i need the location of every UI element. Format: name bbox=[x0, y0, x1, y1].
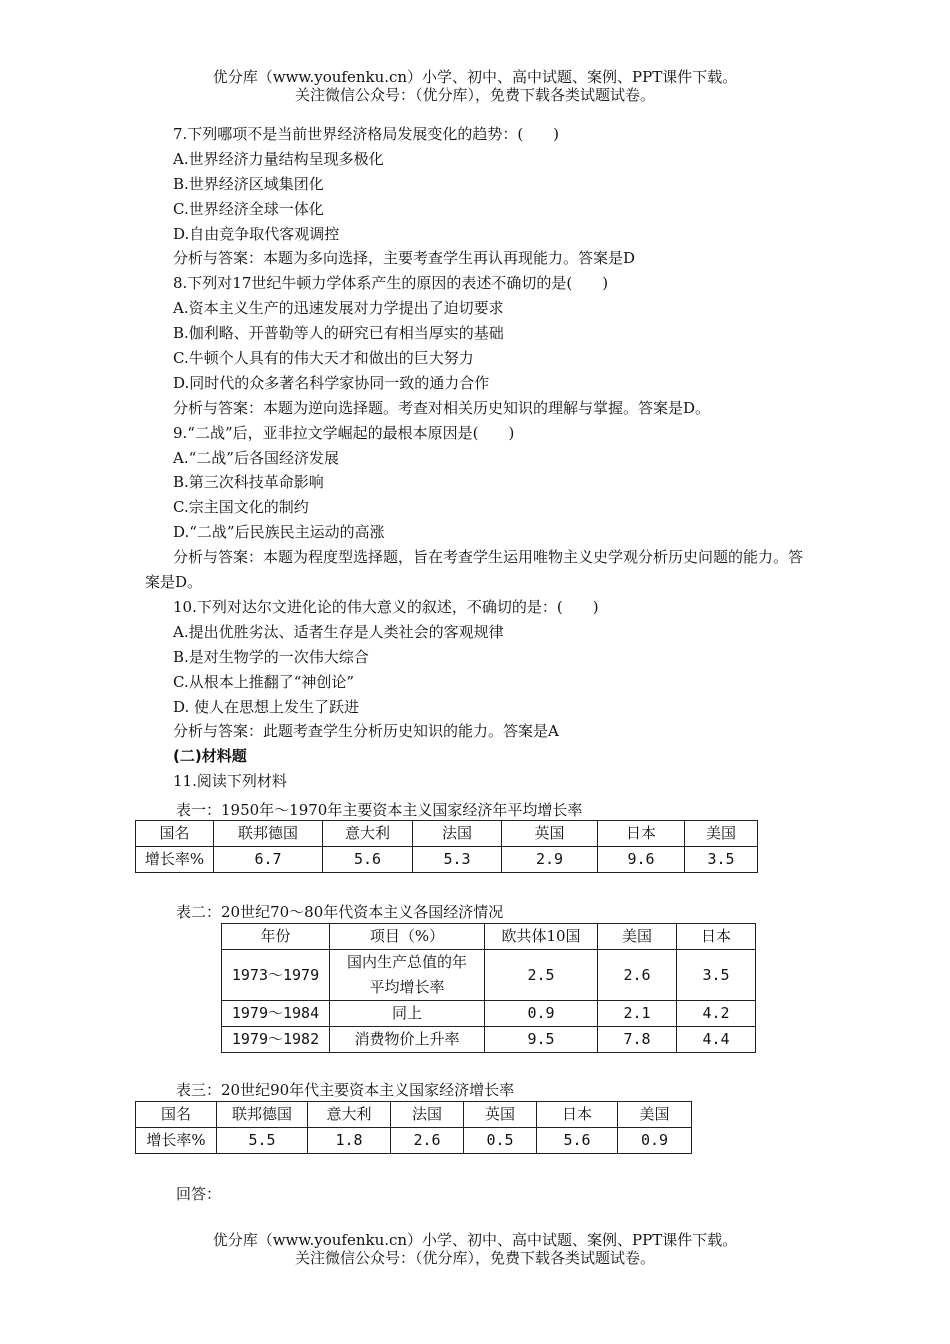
question-content bbox=[145, 122, 815, 794]
table-cell: 美国 bbox=[598, 924, 677, 950]
table-cell: 美国 bbox=[618, 1102, 692, 1128]
table-cell: 5.5 bbox=[217, 1128, 308, 1154]
table-cell: 日本 bbox=[598, 821, 685, 847]
table3 bbox=[135, 1101, 692, 1154]
table-cell: 7.8 bbox=[598, 1027, 677, 1053]
section-heading: (二)材料题 bbox=[173, 747, 247, 766]
table-cell: 年份 bbox=[222, 924, 330, 950]
q9-option-c: C.宗主国文化的制约 bbox=[173, 498, 309, 517]
q8-option-c: C.牛顿个人具有的伟大天才和做出的巨大努力 bbox=[173, 349, 474, 368]
q11-stem: 11.阅读下列材料 bbox=[173, 772, 287, 791]
table-cell: 国名 bbox=[136, 1102, 217, 1128]
answer-label: 回答： bbox=[176, 1185, 222, 1203]
q8-stem: 8.下列对17世纪牛顿力学体系产生的原因的表述不确切的是( ) bbox=[173, 274, 609, 293]
table-cell: 5.3 bbox=[413, 847, 502, 873]
table-cell: 0.9 bbox=[485, 1001, 598, 1027]
footer-line-1: 优分库（www.youfenku.cn）小学、初中、高中试题、案例、PPT课件下载。 bbox=[212, 1231, 738, 1249]
table1-caption: 表一：1950年～1970年主要资本主义国家经济年平均增长率 bbox=[176, 801, 583, 819]
q7-option-a: A.世界经济力量结构呈现多极化 bbox=[173, 149, 384, 168]
table-cell: 5.6 bbox=[323, 847, 413, 873]
table-cell: 国内生产总值的年平均增长率 bbox=[330, 950, 485, 1001]
table-cell: 欧共体10国 bbox=[485, 924, 598, 950]
q7-option-b: B.世界经济区域集团化 bbox=[173, 174, 324, 193]
table-row bbox=[136, 821, 758, 847]
q9-option-b: B.第三次科技革命影响 bbox=[173, 473, 324, 492]
q10-option-c: C.从根本上推翻了“神创论” bbox=[173, 672, 355, 691]
table-cell: 3.5 bbox=[685, 847, 758, 873]
q10-option-a: A.提出优胜劣汰、适者生存是人类社会的客观规律 bbox=[173, 622, 504, 641]
q7-stem: 7.下列哪项不是当前世界经济格局发展变化的趋势：( ) bbox=[173, 125, 560, 143]
table-row bbox=[222, 1027, 756, 1053]
table-cell: 5.6 bbox=[537, 1128, 618, 1154]
q9-option-a: A.“二战”后各国经济发展 bbox=[173, 448, 339, 467]
table-cell: 3.5 bbox=[677, 950, 756, 1001]
table-row bbox=[136, 1128, 692, 1154]
table-cell: 日本 bbox=[537, 1102, 618, 1128]
q9-stem: 9.“二战”后，亚非拉文学崛起的最根本原因是( ) bbox=[173, 423, 515, 442]
table-cell: 英国 bbox=[502, 821, 598, 847]
q7-option-c: C.世界经济全球一体化 bbox=[173, 199, 324, 218]
table2-caption: 表二：20世纪70～80年代资本主义各国经济情况 bbox=[176, 903, 504, 921]
table-cell: 1979～1984 bbox=[222, 1001, 330, 1027]
table-cell: 0.9 bbox=[618, 1128, 692, 1154]
q9-analysis: 分析与答案：本题为程度型选择题，旨在考查学生运用唯物主义史学观分析历史问题的能力。答案是D。 bbox=[145, 548, 804, 592]
table-cell: 增长率% bbox=[136, 847, 214, 873]
table-cell: 1973～1979 bbox=[222, 950, 330, 1001]
q7-analysis: 分析与答案：本题为多向选择，主要考查学生再认再现能力。答案是D bbox=[173, 249, 636, 268]
table-row bbox=[136, 1102, 692, 1128]
header-line-1: 优分库（www.youfenku.cn）小学、初中、高中试题、案例、PPT课件下载。 bbox=[212, 68, 738, 86]
table-cell: 法国 bbox=[391, 1102, 464, 1128]
table-cell: 意大利 bbox=[323, 821, 413, 847]
table2 bbox=[221, 923, 756, 1053]
table-cell: 1.8 bbox=[308, 1128, 391, 1154]
table-cell: 4.4 bbox=[677, 1027, 756, 1053]
table-cell: 0.5 bbox=[464, 1128, 537, 1154]
table-cell: 同上 bbox=[330, 1001, 485, 1027]
table-row bbox=[222, 950, 756, 1001]
header-line-2: 关注微信公众号：（优分库），免费下载各类试题试卷。 bbox=[294, 86, 655, 104]
q9-option-d: D.“二战”后民族民主运动的高涨 bbox=[173, 523, 385, 542]
table-cell: 国名 bbox=[136, 821, 214, 847]
table-cell: 4.2 bbox=[677, 1001, 756, 1027]
q8-option-b: B.伽利略、开普勒等人的研究已有相当厚实的基础 bbox=[173, 324, 504, 343]
q10-option-b: B.是对生物学的一次伟大综合 bbox=[173, 647, 369, 666]
q10-analysis: 分析与答案：此题考查学生分析历史知识的能力。答案是A bbox=[173, 722, 559, 741]
table-cell: 9.6 bbox=[598, 847, 685, 873]
table-cell: 法国 bbox=[413, 821, 502, 847]
table-cell: 2.6 bbox=[598, 950, 677, 1001]
table1 bbox=[135, 820, 758, 873]
q8-option-a: A.资本主义生产的迅速发展对力学提出了迫切要求 bbox=[173, 299, 504, 318]
table-cell: 项目（%） bbox=[330, 924, 485, 950]
table-row bbox=[222, 924, 756, 950]
table-cell: 英国 bbox=[464, 1102, 537, 1128]
table-cell: 增长率% bbox=[136, 1128, 217, 1154]
page-footer bbox=[0, 1231, 950, 1267]
table-row bbox=[222, 1001, 756, 1027]
table-cell: 美国 bbox=[685, 821, 758, 847]
table-cell: 联邦德国 bbox=[214, 821, 323, 847]
table-cell: 消费物价上升率 bbox=[330, 1027, 485, 1053]
table-cell: 2.6 bbox=[391, 1128, 464, 1154]
table-row bbox=[136, 847, 758, 873]
table-cell: 6.7 bbox=[214, 847, 323, 873]
q10-option-d: D. 使人在思想上发生了跃进 bbox=[173, 697, 360, 716]
table3-caption: 表三：20世纪90年代主要资本主义国家经济增长率 bbox=[176, 1081, 515, 1099]
table-cell: 9.5 bbox=[485, 1027, 598, 1053]
q10-stem: 10.下列对达尔文进化论的伟大意义的叙述，不确切的是：( ) bbox=[173, 597, 599, 616]
table-cell: 1979～1982 bbox=[222, 1027, 330, 1053]
table-cell: 2.5 bbox=[485, 950, 598, 1001]
table-cell: 联邦德国 bbox=[217, 1102, 308, 1128]
page-header bbox=[0, 68, 950, 104]
q8-analysis: 分析与答案：本题为逆向选择题。考查对相关历史知识的理解与掌握。答案是D。 bbox=[173, 398, 711, 417]
table-cell: 意大利 bbox=[308, 1102, 391, 1128]
table-cell: 日本 bbox=[677, 924, 756, 950]
table-cell: 2.1 bbox=[598, 1001, 677, 1027]
q8-option-d: D.同时代的众多著名科学家协同一致的通力合作 bbox=[173, 373, 490, 392]
footer-line-2: 关注微信公众号：（优分库），免费下载各类试题试卷。 bbox=[294, 1249, 655, 1267]
q7-option-d: D.自由竞争取代客观调控 bbox=[173, 224, 340, 243]
table-cell: 2.9 bbox=[502, 847, 598, 873]
